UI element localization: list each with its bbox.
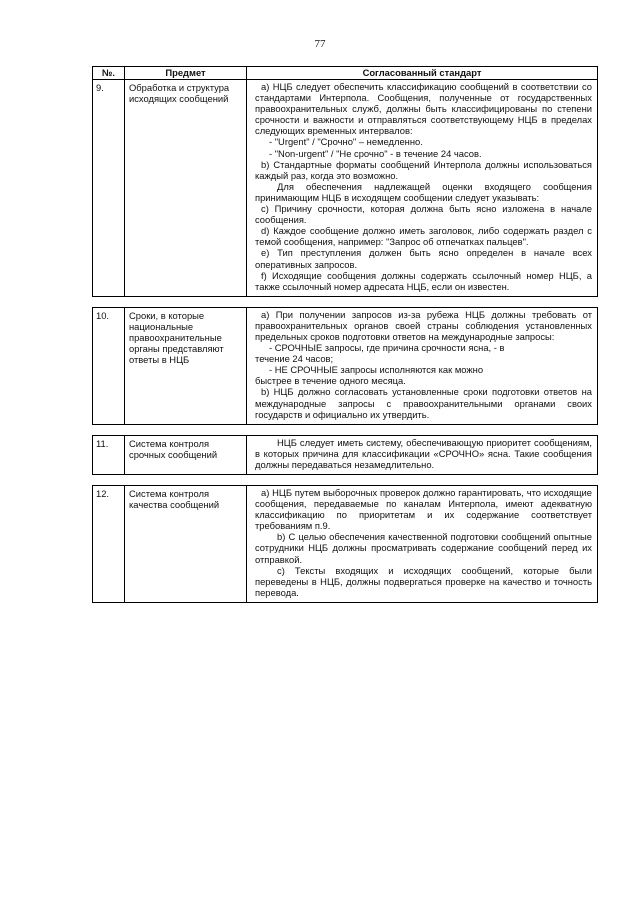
row-subject: Обработка и структура исходящих сообщений bbox=[125, 80, 247, 297]
row-standard bbox=[247, 307, 598, 424]
standard-paragraph: b) С целью обеспечения качественной подготовки сообщений опытные сотрудники НЦБ должны просматривать содержание сообщений перед их отправкой. bbox=[255, 531, 592, 565]
header-subject: Предмет bbox=[125, 67, 247, 80]
standard-paragraph: f) Исходящие сообщения должны содержать ссылочный номер НЦБ, а также ссылочный номер адресата НЦБ, если он известен. bbox=[255, 269, 592, 292]
row-number: 11. bbox=[93, 435, 125, 474]
standard-paragraph: a) НЦБ следует обеспечить классификацию сообщений в соответствии со стандартами Интерпола. Сообщения, полученные от государственных правоохранительных служб, должны быть классифицированы по степени срочности и важности и отправляться соответствующему НЦБ в пределах следующих временных интервалов: bbox=[255, 81, 592, 137]
row-gap-cell bbox=[93, 296, 598, 307]
row-gap bbox=[93, 296, 598, 307]
standard-paragraph: e) Тип преступления должен быть ясно определен в начале всех оперативных запросов. bbox=[255, 247, 592, 270]
page-number: 77 bbox=[314, 38, 326, 50]
table-row bbox=[93, 80, 598, 297]
standards-table bbox=[92, 66, 598, 603]
table-row bbox=[93, 486, 598, 603]
row-subject: Система контроля срочных сообщений bbox=[125, 435, 247, 474]
row-gap-cell bbox=[93, 424, 598, 435]
standard-paragraph: b) Стандартные форматы сообщений Интерпола должны использоваться каждый раз, когда это возможно. bbox=[255, 158, 592, 181]
row-number: 10. bbox=[93, 307, 125, 424]
header-standard: Согласованный стандарт bbox=[247, 67, 598, 80]
row-number: 12. bbox=[93, 486, 125, 603]
standard-paragraph: b) НЦБ должно согласовать установленные сроки подготовки ответов на международные запросы с правоохранительными органами своих государств и официально их утвердить. bbox=[255, 386, 592, 420]
table-header-row bbox=[93, 67, 598, 80]
row-gap bbox=[93, 475, 598, 486]
standard-list-item: - "Urgent" / "Срочно" – немедленно. bbox=[269, 136, 423, 148]
row-standard bbox=[247, 486, 598, 603]
standard-list-item: быстрее в течение одного месяца. bbox=[255, 375, 406, 387]
row-standard bbox=[247, 80, 598, 297]
row-subject: Сроки, в которые национальные правоохранительные органы представляют ответы в НЦБ bbox=[125, 307, 247, 424]
table-row bbox=[93, 435, 598, 474]
standard-paragraph: НЦБ следует иметь систему, обеспечивающую приоритет сообщениям, в которых причина для классификации «СРОЧНО» ясна. Такие сообщения должны передаваться незамедлительно. bbox=[255, 436, 592, 470]
row-standard bbox=[247, 435, 598, 474]
standard-list-item: - СРОЧНЫЕ запросы, где причина срочности ясна, - в bbox=[269, 342, 505, 354]
row-gap bbox=[93, 424, 598, 435]
standard-paragraph: a) НЦБ путем выборочных проверок должно гарантировать, что исходящие сообщения, передаваемые по каналам Интерпола, имеют адекватную классификацию по приоритетам и их содержание соответствует требованиям п.9. bbox=[255, 487, 592, 532]
row-subject: Система контроля качества сообщений bbox=[125, 486, 247, 603]
standard-paragraph: c) Причину срочности, которая должна быть ясно изложена в начале сообщения. bbox=[255, 203, 592, 226]
standard-paragraph: Для обеспечения надлежащей оценки входящего сообщения принимающим НЦБ в исходящем сообщении следует указывать: bbox=[255, 180, 592, 203]
standard-list-item: - НЕ СРОЧНЫЕ запросы исполняются как можно bbox=[269, 364, 484, 376]
header-number: №. bbox=[93, 67, 125, 80]
row-gap-cell bbox=[93, 475, 598, 486]
standard-paragraph: a) При получении запросов из-за рубежа НЦБ должны требовать от правоохранительных органов своей страны соблюдения установленных предельных сроков подготовки ответов на международные запросы: bbox=[255, 308, 592, 342]
table-body bbox=[93, 80, 598, 603]
row-number: 9. bbox=[93, 80, 125, 297]
table-row bbox=[93, 307, 598, 424]
standard-paragraph: c) Тексты входящих и исходящих сообщений, которые были переведены в НЦБ, должны подвергаться проверке на качество и точность перевода. bbox=[255, 564, 592, 598]
standard-paragraph: d) Каждое сообщение должно иметь заголовок, либо содержать раздел с темой сообщения, например: "Запрос об отпечатках пальцев". bbox=[255, 225, 592, 248]
standard-list-item: течение 24 часов; bbox=[255, 353, 334, 365]
standard-list-item: - "Non-urgent" / "Не срочно" - в течение 24 часов. bbox=[269, 147, 482, 159]
